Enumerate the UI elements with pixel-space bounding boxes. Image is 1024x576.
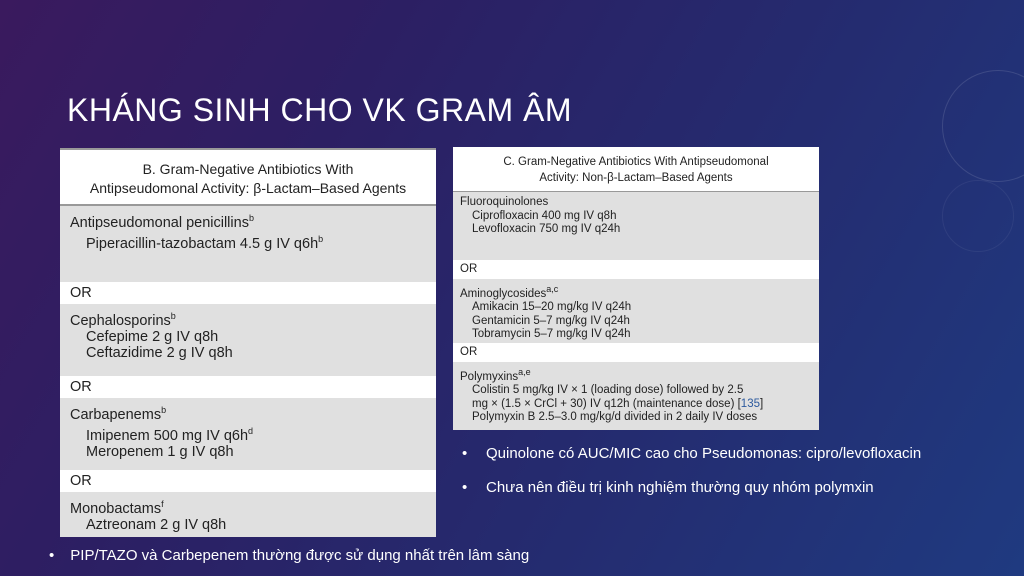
table-non-beta-lactam-agents [453, 147, 819, 430]
table-b-header: B. Gram-Negative Antibiotics With Antipseudomonal Activity: β-Lactam–Based Agents [60, 150, 436, 206]
table-b-or: OR [60, 470, 436, 492]
bullet-dot: • [462, 445, 468, 462]
decorative-ring-small [942, 180, 1014, 252]
slide-title: KHÁNG SINH CHO VK GRAM ÂM [67, 92, 572, 128]
bullet-dot: • [462, 479, 468, 496]
reference-link[interactable]: 135 [740, 397, 760, 410]
table-b-group-monobactams: Monobactams$^f$ Aztreonam 2 g IV q8h [60, 492, 436, 537]
bullet-item: • Quinolone có AUC/MIC cao cho Pseudomonas: cipro/levofloxacin [462, 445, 922, 462]
table-c-header: C. Gram-Negative Antibiotics With Antipseudomonal Activity: Non-β-Lactam–Based Agents [453, 147, 819, 192]
table-b-group-carbapenems: Carbapenems$^b$ Imipenem 500 mg IV $q6h^d$ Meropenem 1 g IV q8h [60, 398, 436, 470]
table-b-or: OR [60, 282, 436, 304]
table-c-or: OR [453, 343, 819, 362]
table-b-group-penicillins: Antipseudomonal penicillins$^b$ Piperacillin-tazobactam 4.5 g IV $q6h^b$ [60, 206, 436, 282]
table-c-or: OR [453, 260, 819, 279]
table-c-group-polymyxins: Polymyxins$^{a,e}$ Colistin 5 mg/kg IV × 1 (loading dose) followed by 2.5 mg × (1.5 × CrCl + 30) IV q12h (maintenance dose) [135] Polymyxin B 2.5–3.0 mg/kg/d divided in 2 daily IV doses [453, 362, 819, 430]
bottom-bullet: • PIP/TAZO và Carbepenem thường được sử dụng nhất trên lâm sàng [49, 547, 530, 564]
decorative-ring [942, 70, 1024, 182]
table-beta-lactam-agents [60, 148, 436, 535]
bullet-dot: • [49, 547, 55, 564]
bullet-list [462, 444, 921, 512]
table-b-group-cephalosporins: Cephalosporins$^b$ Cefepime 2 g IV q8h Ceftazidime 2 g IV q8h [60, 304, 436, 376]
table-b-or: OR [60, 376, 436, 398]
table-c-group-aminoglycosides: Aminoglycosides$^{a,c}$ Amikacin 15–20 mg/kg IV q24h Gentamicin 5–7 mg/kg IV q24h Tobramycin 5–7 mg/kg IV q24h [453, 279, 819, 343]
table-c-group-fluoroquinolones: Fluoroquinolones Ciprofloxacin 400 mg IV q8h Levofloxacin 750 mg IV q24h [453, 192, 819, 260]
bullet-item: • Chưa nên điều trị kinh nghiệm thường quy nhóm polymxin [462, 479, 874, 496]
